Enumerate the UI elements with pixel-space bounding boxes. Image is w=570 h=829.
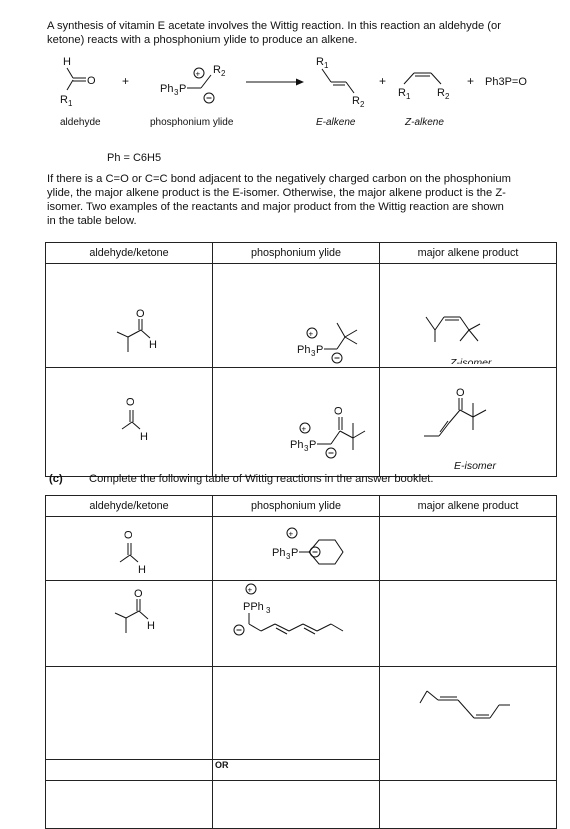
svg-text:P: P	[179, 83, 187, 95]
t2-row1-aldehyde	[46, 517, 213, 581]
e-isomer-label: E-isomer	[454, 460, 497, 472]
answer-table	[45, 495, 557, 829]
svg-text:R: R	[213, 64, 221, 76]
ylide-2-structure	[213, 368, 378, 473]
svg-text:P: P	[309, 439, 317, 451]
dienyl-ylide-structure	[213, 581, 378, 663]
svg-text:Ph: Ph	[160, 83, 174, 95]
svg-text:H: H	[140, 431, 148, 443]
svg-text:H: H	[63, 56, 71, 68]
svg-text:R: R	[398, 87, 406, 99]
t2-row2-answer[interactable]	[380, 581, 557, 667]
t1-row1-aldehyde	[46, 264, 213, 368]
svg-text:O: O	[125, 397, 137, 406]
diene-product-structure	[380, 667, 555, 777]
t1-row1-ylide	[213, 264, 380, 368]
svg-text:2: 2	[445, 92, 450, 101]
isobutyraldehyde-structure-2	[46, 581, 211, 663]
t2-row1-ylide	[213, 517, 380, 581]
t1-row2-ylide	[213, 368, 380, 477]
acetaldehyde-structure-2	[46, 517, 211, 577]
svg-text:+: +	[301, 424, 307, 434]
or-label: OR	[213, 759, 380, 780]
t2-row1-answer[interactable]	[380, 517, 557, 581]
svg-text:+: +	[122, 74, 130, 88]
svg-text:Ph: Ph	[290, 439, 304, 451]
para-line-1: If there is a C=O or C=C bond adjacent to the negatively charged carbon on the phosphonium	[47, 173, 511, 185]
svg-text:O: O	[333, 406, 345, 415]
z-isomer-label: Z-isomer	[450, 357, 492, 364]
svg-text:+: +	[247, 585, 253, 595]
svg-text:P: P	[291, 547, 299, 559]
svg-text:1: 1	[406, 92, 411, 101]
svg-text:3: 3	[174, 88, 179, 97]
t2-row2-aldehyde	[46, 581, 213, 667]
e-alkene-label: E-alkene	[316, 117, 356, 128]
svg-text:Ph: Ph	[297, 344, 311, 356]
t2-row2-ylide	[213, 581, 380, 667]
t1-row2-aldehyde	[46, 368, 213, 477]
svg-text:O: O	[456, 387, 465, 399]
svg-text:Ph: Ph	[272, 547, 286, 559]
byproduct: Ph3P=O	[485, 76, 527, 88]
e-isomer-structure	[380, 368, 555, 473]
t2-row3-product	[380, 667, 557, 781]
svg-text:H: H	[138, 564, 146, 576]
svg-text:2: 2	[221, 69, 226, 78]
t2-or-divider-left	[46, 759, 213, 780]
svg-text:+: +	[467, 74, 475, 88]
t2-row3-product-continued	[380, 781, 557, 829]
svg-text:O: O	[134, 588, 143, 600]
t2-header-aldehyde: aldehyde/ketone	[46, 496, 213, 517]
t2-row3-answer-ylide-b[interactable]	[213, 781, 380, 829]
svg-text:+: +	[308, 329, 314, 339]
examples-table	[45, 242, 557, 477]
t2-row3-answer-aldehyde-b[interactable]	[46, 781, 213, 829]
z-isomer-structure	[380, 264, 555, 364]
t2-row3-answer-ylide-a[interactable]	[213, 667, 380, 760]
ylide-label: phosphonium ylide	[150, 117, 234, 128]
svg-text:3: 3	[304, 444, 309, 453]
isobutyraldehyde-structure	[46, 264, 211, 364]
svg-text:R: R	[352, 95, 360, 107]
part-c-label: (c)	[49, 473, 63, 485]
t1-row2-product	[380, 368, 557, 477]
svg-text:H: H	[147, 620, 155, 632]
svg-text:3: 3	[311, 349, 316, 358]
t1-header-ylide: phosphonium ylide	[213, 243, 380, 264]
svg-text:P: P	[316, 344, 324, 356]
acetaldehyde-structure	[46, 368, 211, 473]
svg-text:+: +	[288, 529, 294, 539]
svg-text:PPh: PPh	[243, 601, 264, 613]
svg-text:R: R	[316, 56, 324, 68]
t1-header-aldehyde: aldehyde/ketone	[46, 243, 213, 264]
svg-text:1: 1	[68, 99, 73, 108]
para-line-3: isomer. Two examples of the reactants and major product from the Wittig reaction are shown	[47, 201, 504, 213]
t1-header-product: major alkene product	[380, 243, 557, 264]
wittig-scheme	[0, 48, 570, 178]
svg-text:+: +	[195, 69, 201, 79]
intro-line-1: A synthesis of vitamin E acetate involves the Wittig reaction. In this reaction an aldehyde (or	[47, 20, 501, 32]
svg-text:O: O	[136, 308, 145, 320]
para-line-2: ylide, the major alkene product is the E-isomer. Otherwise, the major alkene product is the Z-	[47, 187, 506, 199]
svg-text:O: O	[87, 75, 96, 87]
z-alkene-label: Z-alkene	[405, 117, 444, 128]
t2-row3-answer-aldehyde-a[interactable]	[46, 667, 213, 760]
ph-definition: Ph = C6H5	[107, 152, 162, 164]
t2-header-ylide: phosphonium ylide	[213, 496, 380, 517]
ylide-1-structure	[213, 264, 378, 364]
para-line-4: in the table below.	[47, 215, 137, 227]
svg-text:R: R	[60, 94, 68, 106]
aldehyde-label: aldehyde	[60, 117, 101, 128]
t1-row1-product	[380, 264, 557, 368]
svg-text:1: 1	[324, 61, 329, 70]
svg-text:O: O	[123, 530, 135, 539]
t2-header-product: major alkene product	[380, 496, 557, 517]
svg-text:H: H	[149, 339, 157, 351]
svg-text:+: +	[379, 74, 387, 88]
svg-text:3: 3	[266, 606, 271, 615]
part-c-instruction: Complete the following table of Wittig reactions in the answer booklet.	[89, 473, 434, 485]
svg-text:2: 2	[360, 100, 365, 109]
cyclohexyl-ylide-structure	[213, 517, 378, 577]
svg-text:R: R	[437, 87, 445, 99]
intro-line-2: ketone) reacts with a phosphonium ylide to produce an alkene.	[47, 34, 358, 46]
svg-text:3: 3	[286, 552, 291, 561]
